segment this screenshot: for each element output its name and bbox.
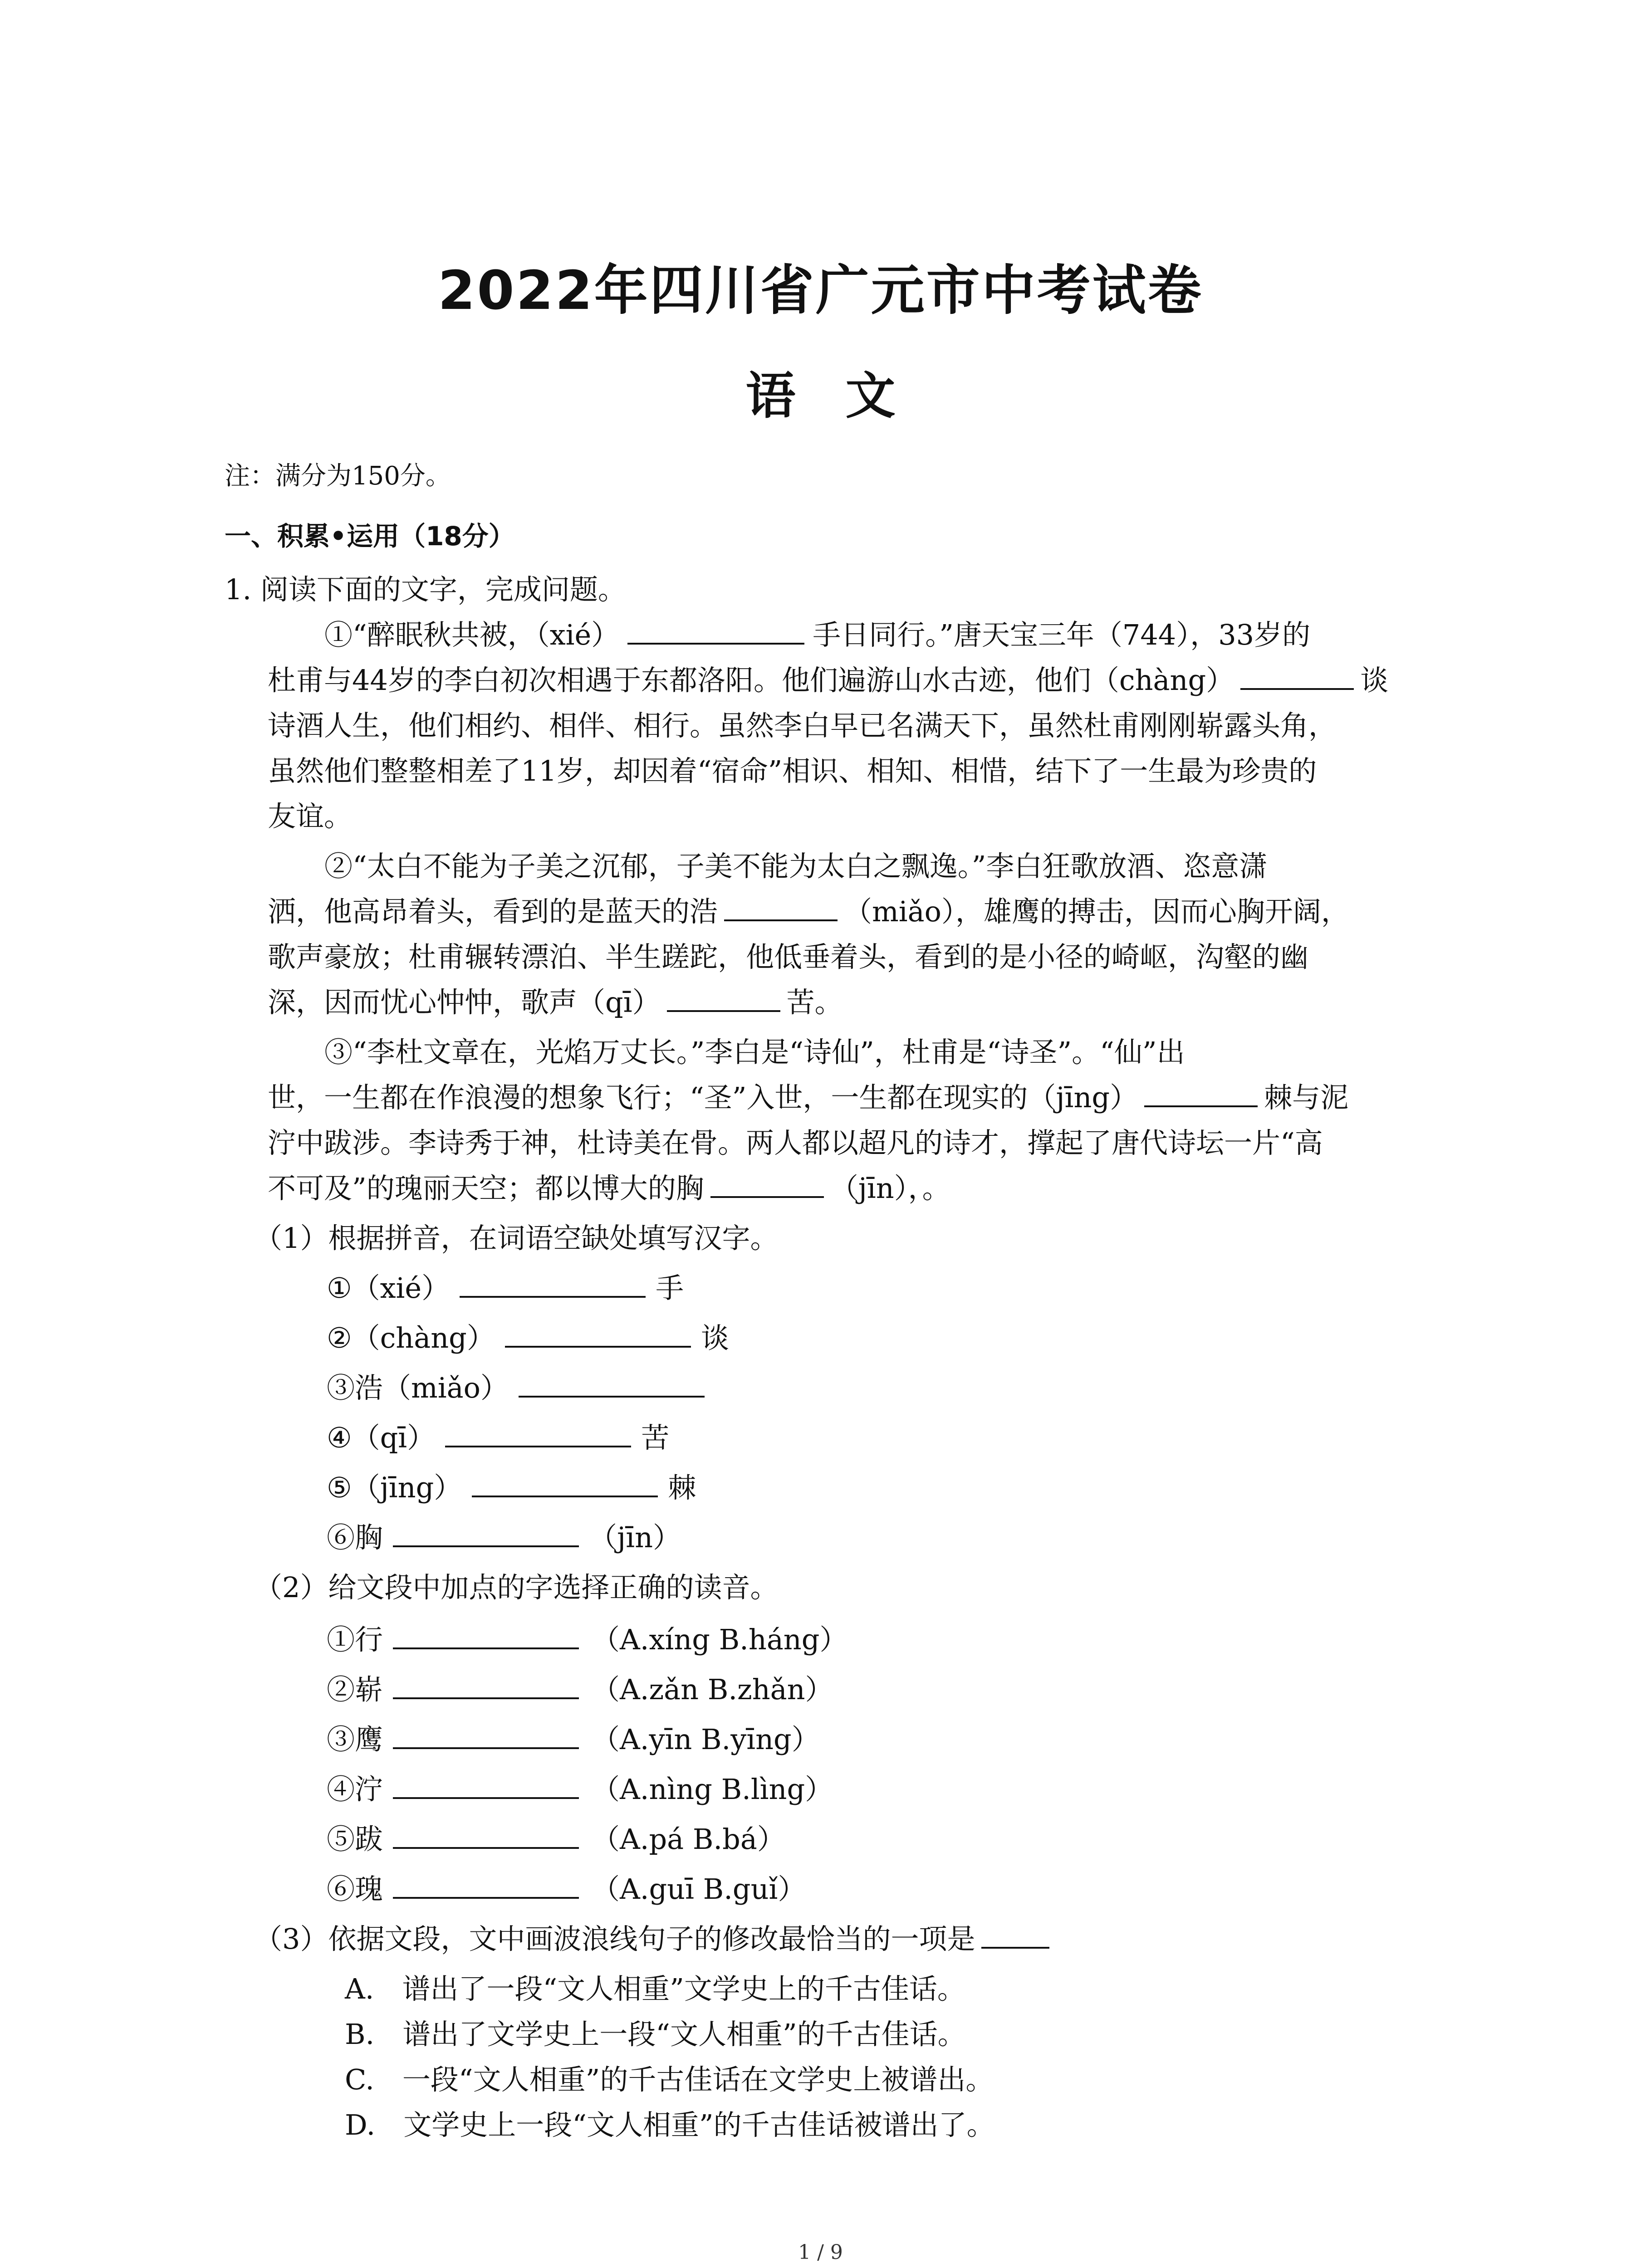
subquestion-1-item: ⑥胸 （jīn） [327,1521,681,1554]
answer-blank[interactable] [724,895,838,921]
score-note: 注：满分为150分。 [225,461,451,491]
passage-line: 歌声豪放；杜甫辗转漂泊、半生蹉跎，他低垂着头，看到的是小径的崎岖，沟壑的幽 [268,940,1309,973]
passage-line: 诗酒人生，他们相约、相伴、相行。虽然李白早已名满天下，虽然杜甫刚刚崭露头角， [268,709,1337,742]
answer-blank[interactable] [393,1673,579,1699]
passage-line: ①“醉眠秋共被，（xié） 手日同行。”唐天宝三年（744），33岁的 [324,618,1311,651]
answer-blank[interactable] [472,1471,658,1497]
answer-blank[interactable] [393,1873,579,1899]
subquestion-1-item: ①（xié） 手 [327,1271,684,1305]
passage-line: 虽然他们整整相差了11岁，却因着“宿命”相识、相知、相惜，结下了一生最为珍贵的 [268,754,1317,787]
subquestion-1-item: ②（chàng） 谈 [327,1321,729,1354]
subquestion-1-item: ③浩（miǎo） [327,1365,715,1406]
answer-blank[interactable] [393,1623,579,1649]
passage-line: 友谊。 [268,800,353,833]
subquestion-1-item: ⑤（jīng） 棘 [327,1471,696,1504]
section-heading: 一、积累•运用（18分） [225,521,515,552]
answer-blank[interactable] [393,1723,579,1749]
passage-line: 世，一生都在作浪漫的想象飞行；“圣”入世，一生都在现实的（jīng） 棘与泥 [268,1081,1349,1114]
option-a[interactable]: A. 谱出了一段“文人相重”文学史上的千古佳话。 [345,1972,965,2005]
subquestion-2-item: ③鹰 （A.yīn B.yīng） [327,1723,820,1756]
subquestion-1-item: ④（qī） 苦 [327,1421,670,1454]
option-c[interactable]: C. 一段“文人相重”的千古佳话在文学史上被谱出。 [345,2063,994,2096]
answer-blank[interactable] [445,1422,631,1447]
subquestion-2-item: ①行 （A.xíng B.háng） [327,1623,848,1656]
answer-blank[interactable] [393,1773,579,1799]
passage-line: 洒，他高昂着头，看到的是蓝天的浩 （miǎo），雄鹰的搏击，因而心胸开阔， [268,895,1349,928]
subquestion-2-item: ⑤跋 （A.pá B.bá） [327,1823,785,1856]
answer-blank[interactable] [393,1521,579,1547]
answer-blank[interactable] [393,1823,579,1849]
option-d[interactable]: D. 文学史上一段“文人相重”的千古佳话被谱出了。 [345,2108,995,2141]
subject-title: 语文 [745,367,945,425]
subquestion-3-label: （3）依据文段，文中画波浪线句子的修改最恰当的一项是 [254,1916,1049,1957]
answer-blank[interactable] [667,986,780,1012]
passage-line: 杜甫与44岁的李白初次相遇于东都洛阳。他们遍游山水古迹，他们（chàng） 谈 [268,664,1389,697]
subquestion-1-label: （1）根据拼音，在词语空缺处填写汉字。 [254,1222,779,1255]
answer-blank[interactable] [460,1272,646,1298]
answer-blank[interactable] [981,1923,1049,1949]
passage-line: ③“李杜文章在，光焰万丈长。”李白是“诗仙”，杜甫是“诗圣”。“仙”出 [324,1036,1185,1069]
subquestion-2-item: ②崭 （A.zǎn B.zhǎn） [327,1673,833,1706]
passage-line: 泞中跋涉。李诗秀于神，杜诗美在骨。两人都以超凡的诗才，撑起了唐代诗坛一片“高 [268,1126,1323,1159]
subquestion-2-label: （2）给文段中加点的字选择正确的读音。 [254,1571,779,1604]
answer-blank[interactable] [627,619,804,645]
answer-blank[interactable] [1144,1081,1258,1107]
passage-line: 深，因而忧心忡忡，歌声（qī） 苦。 [268,986,843,1019]
passage-line: 不可及”的瑰丽天空；都以博大的胸 （jīn），。 [268,1172,950,1205]
answer-blank[interactable] [519,1372,705,1398]
exam-title: 2022年四川省广元市中考试卷 [438,259,1203,322]
option-b[interactable]: B. 谱出了文学史上一段“文人相重”的千古佳话。 [345,2018,966,2051]
answer-blank[interactable] [1240,664,1354,690]
passage-line: ②“太白不能为子美之沉郁，子美不能为太白之飘逸。”李白狂歌放酒、恣意潇 [324,850,1268,883]
page-number: 1 / 9 [798,2241,843,2264]
subquestion-2-item: ⑥瑰 （A.guī B.guǐ） [327,1872,806,1906]
answer-blank[interactable] [710,1172,824,1198]
subquestion-2-item: ④泞 （A.nìng B.lìng） [327,1773,833,1806]
answer-blank[interactable] [505,1322,691,1348]
question-stem: 1. 阅读下面的文字，完成问题。 [225,573,626,606]
